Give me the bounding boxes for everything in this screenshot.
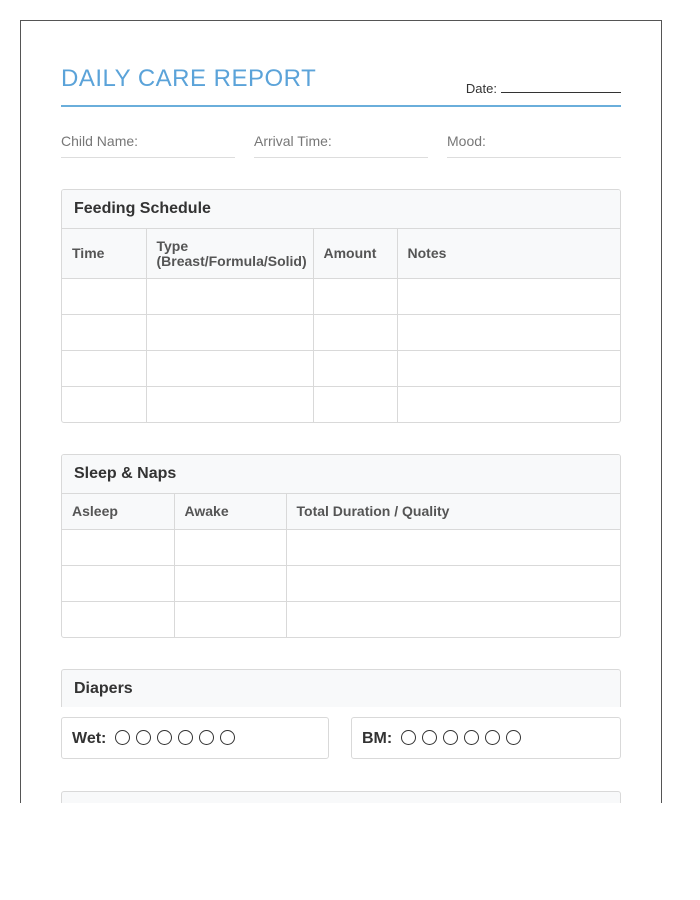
wet-label: Wet: xyxy=(72,730,107,747)
feeding-col-type-line2: (Breast/Formula/Solid) xyxy=(156,252,307,269)
table-cell[interactable] xyxy=(286,530,620,566)
table-cell[interactable] xyxy=(174,566,286,602)
table-cell[interactable] xyxy=(313,387,397,423)
feeding-section-title: Feeding Schedule xyxy=(62,190,620,229)
table-row xyxy=(62,351,620,387)
table-cell[interactable] xyxy=(286,602,620,638)
table-cell[interactable] xyxy=(62,279,146,315)
table-row xyxy=(62,530,620,566)
feeding-table-header xyxy=(62,229,620,279)
wet-checkbox-circle[interactable] xyxy=(199,730,214,745)
table-cell[interactable] xyxy=(397,351,620,387)
table-cell[interactable] xyxy=(313,279,397,315)
wet-checkbox-circle[interactable] xyxy=(220,730,235,745)
table-cell[interactable] xyxy=(62,315,146,351)
table-cell[interactable] xyxy=(62,351,146,387)
table-cell[interactable] xyxy=(397,279,620,315)
bm-checkbox-circle[interactable] xyxy=(422,730,437,745)
table-cell[interactable] xyxy=(146,315,313,351)
sleep-section xyxy=(61,454,621,638)
bm-label: BM: xyxy=(362,730,393,747)
bm-checkbox-group xyxy=(401,730,527,747)
table-cell[interactable] xyxy=(146,279,313,315)
table-cell[interactable] xyxy=(313,351,397,387)
date-field[interactable] xyxy=(466,80,621,96)
child-name-field[interactable] xyxy=(61,133,235,158)
bm-checkbox-circle[interactable] xyxy=(506,730,521,745)
feeding-col-amount: Amount xyxy=(313,229,397,279)
feeding-col-notes: Notes xyxy=(397,229,620,279)
table-row xyxy=(62,315,620,351)
mood-label: Mood: xyxy=(447,133,486,149)
feeding-col-type xyxy=(146,229,313,279)
bm-checkbox-circle[interactable] xyxy=(401,730,416,745)
sleep-col-duration: Total Duration / Quality xyxy=(286,494,620,530)
sleep-col-awake: Awake xyxy=(174,494,286,530)
table-cell[interactable] xyxy=(146,387,313,423)
bm-checkbox-circle[interactable] xyxy=(485,730,500,745)
table-cell[interactable] xyxy=(62,602,174,638)
wet-checkbox-circle[interactable] xyxy=(157,730,172,745)
bm-diaper-box xyxy=(351,717,621,759)
arrival-time-label: Arrival Time: xyxy=(254,133,332,149)
sleep-table xyxy=(62,494,620,637)
sleep-table-header xyxy=(62,494,620,530)
table-cell[interactable] xyxy=(146,351,313,387)
table-cell[interactable] xyxy=(174,530,286,566)
wet-checkbox-circle[interactable] xyxy=(136,730,151,745)
next-section-header xyxy=(61,791,621,803)
table-row xyxy=(62,602,620,638)
table-cell[interactable] xyxy=(174,602,286,638)
report-page xyxy=(20,20,662,803)
table-cell[interactable] xyxy=(62,530,174,566)
feeding-col-type-line1: Type xyxy=(156,237,189,254)
mood-field[interactable] xyxy=(447,133,621,158)
table-row xyxy=(62,279,620,315)
bm-checkbox-circle[interactable] xyxy=(464,730,479,745)
feeding-col-time: Time xyxy=(62,229,146,279)
table-cell[interactable] xyxy=(313,315,397,351)
wet-checkbox-circle[interactable] xyxy=(115,730,130,745)
date-input-line[interactable] xyxy=(501,80,621,93)
table-row xyxy=(62,387,620,423)
date-label: Date: xyxy=(465,81,497,96)
table-cell[interactable] xyxy=(397,387,620,423)
page-title: DAILY CARE REPORT xyxy=(61,65,317,92)
sleep-section-title: Sleep & Naps xyxy=(62,455,620,494)
child-info-row xyxy=(61,133,621,159)
diapers-section-title: Diapers xyxy=(61,669,621,707)
child-name-label: Child Name: xyxy=(61,133,139,149)
table-cell[interactable] xyxy=(397,315,620,351)
arrival-time-field[interactable] xyxy=(254,133,428,158)
feeding-section xyxy=(61,189,621,423)
wet-diaper-box xyxy=(61,717,329,759)
wet-checkbox-group xyxy=(115,730,241,747)
table-cell[interactable] xyxy=(286,566,620,602)
bm-checkbox-circle[interactable] xyxy=(443,730,458,745)
table-cell[interactable] xyxy=(62,387,146,423)
table-cell[interactable] xyxy=(62,566,174,602)
sleep-col-asleep: Asleep xyxy=(62,494,174,530)
wet-checkbox-circle[interactable] xyxy=(178,730,193,745)
report-header xyxy=(61,65,621,107)
table-row xyxy=(62,566,620,602)
feeding-table xyxy=(62,229,620,422)
